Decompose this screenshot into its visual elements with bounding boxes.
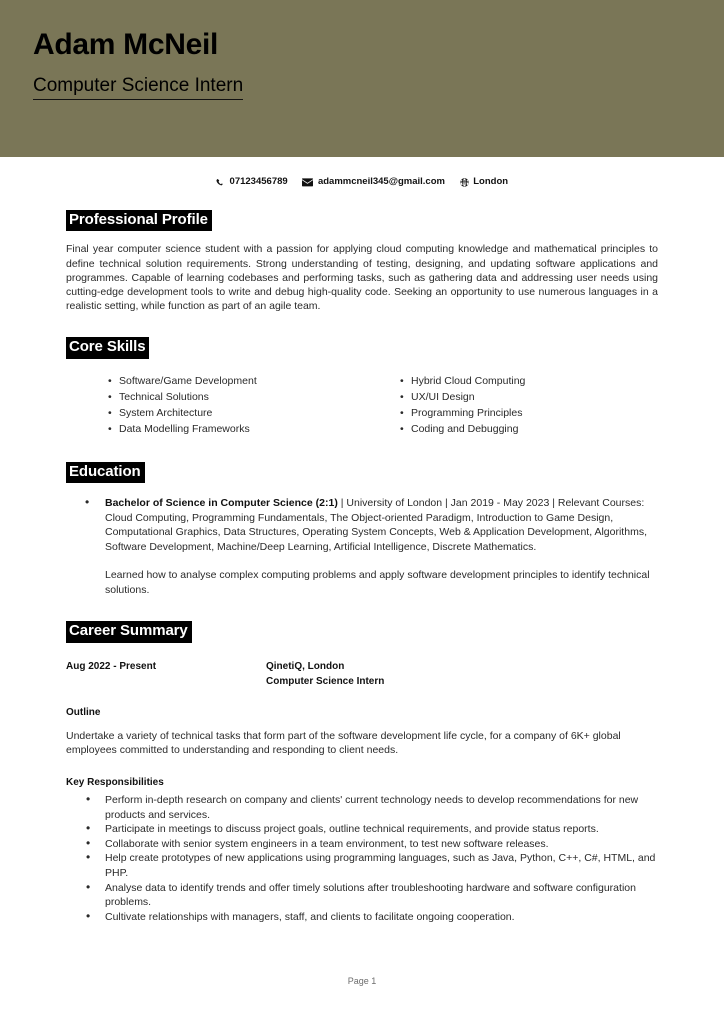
list-item: • Hybrid Cloud Computing — [400, 373, 658, 389]
skills-column-left — [66, 373, 362, 437]
section-heading-skills: Core Skills — [66, 337, 149, 358]
responsibilities-heading: Key Responsibilities — [66, 776, 164, 788]
list-item: • System Architecture — [108, 405, 362, 421]
list-item: • Participate in meetings to discuss project goals, outline technical requirements, and provide status reports. — [66, 822, 658, 837]
list-item: • Coding and Debugging — [400, 421, 658, 437]
section-career-summary — [66, 621, 658, 924]
list-item: • Analyse data to identify trends and offer timely solutions after troubleshooting hardware and software configuration problems. — [66, 881, 658, 910]
list-item: • Cultivate relationships with managers, staff, and clients to facilitate ongoing cooperation. — [66, 910, 658, 925]
list-item: • Collaborate with senior system engineers in a team environment, to test new software releases. — [66, 837, 658, 852]
envelope-icon — [302, 178, 313, 192]
section-core-skills — [66, 337, 658, 436]
skills-column-right — [362, 373, 658, 437]
list-item: • Perform in-depth research on company and clients' current technology needs to develop recommendations for new products and services. — [66, 793, 658, 822]
responsibilities-list — [66, 793, 658, 924]
job-company-block — [266, 659, 384, 689]
outline-heading: Outline — [66, 706, 101, 718]
section-heading-career: Career Summary — [66, 621, 192, 642]
contact-email-text: adammcneil345@gmail.com — [317, 176, 445, 187]
career-entry — [66, 659, 658, 925]
header-band — [0, 0, 724, 157]
contact-location-text: London — [473, 176, 509, 187]
contact-location[interactable] — [460, 175, 508, 192]
globe-icon — [460, 178, 469, 192]
profile-paragraph: Final year computer science student with a passion for applying cloud computing knowledge and mathematical principles to define technical solution requirements. Strong understanding of testing, designing, and updating software applications and programmes. Capable of learning codebases and performing tasks, such as gathering data and addressing user needs using cutting-edge development tools to write and debug high-quality code. Seeking an opportunity to use numerous languages in a realistic setting, while function as part of an agile team. — [66, 243, 658, 313]
job-dates: Aug 2022 - Present — [66, 660, 157, 672]
education-note: Learned how to analyse complex computing problems and apply software development principles to identify technical solutions. — [105, 569, 650, 596]
list-item: • Software/Game Development — [108, 373, 362, 389]
page-title: Adam McNeil — [33, 28, 219, 61]
header-subtitle: Computer Science Intern — [33, 75, 243, 101]
phone-icon — [216, 178, 225, 192]
job-company: QinetiQ, London — [266, 660, 345, 672]
education-details: | University of London | Jan 2019 - May 2023 | Relevant Courses: Cloud Computing, Programming Fundamentals, The Object-oriented Paradigm, Introduction to Game Design, Computational Graphics, Data Structures, Operating System Concepts, Web & Application Development, Algorithms, Software Development, Machine/Deep Learning, Artificial Intelligence, Discrete Mathematics. — [105, 496, 647, 553]
page-footer: Page 1 — [347, 976, 377, 986]
resume-body — [66, 210, 658, 924]
list-item: • Data Modelling Frameworks — [108, 421, 362, 437]
contact-email[interactable] — [302, 175, 445, 192]
section-education — [66, 462, 658, 598]
contact-row — [0, 175, 724, 192]
education-degree: Bachelor of Science in Computer Science (2:1) — [105, 496, 338, 509]
header-text-block — [33, 28, 243, 100]
list-item: • UX/UI Design — [400, 389, 658, 405]
skills-columns — [66, 373, 658, 437]
section-heading-profile: Professional Profile — [66, 210, 212, 231]
contact-phone-text: 07123456789 — [229, 176, 288, 187]
section-heading-education: Education — [66, 462, 145, 483]
section-professional-profile — [66, 210, 658, 313]
contact-phone[interactable] — [216, 175, 288, 192]
outline-text: Undertake a variety of technical tasks that form part of the software development life cycle, for a company of 6K+ global employees committed to understanding and responding to client needs. — [66, 729, 621, 757]
list-item: • Programming Principles — [400, 405, 658, 421]
education-entry — [66, 496, 658, 554]
job-role: Computer Science Intern — [266, 675, 385, 687]
list-item: • Technical Solutions — [108, 389, 362, 405]
job-header-row — [66, 659, 658, 689]
education-entries — [66, 496, 658, 598]
list-item: • Help create prototypes of new applications using programming languages, such as Java, Python, C++, C#, HTML, and PHP. — [66, 851, 658, 880]
